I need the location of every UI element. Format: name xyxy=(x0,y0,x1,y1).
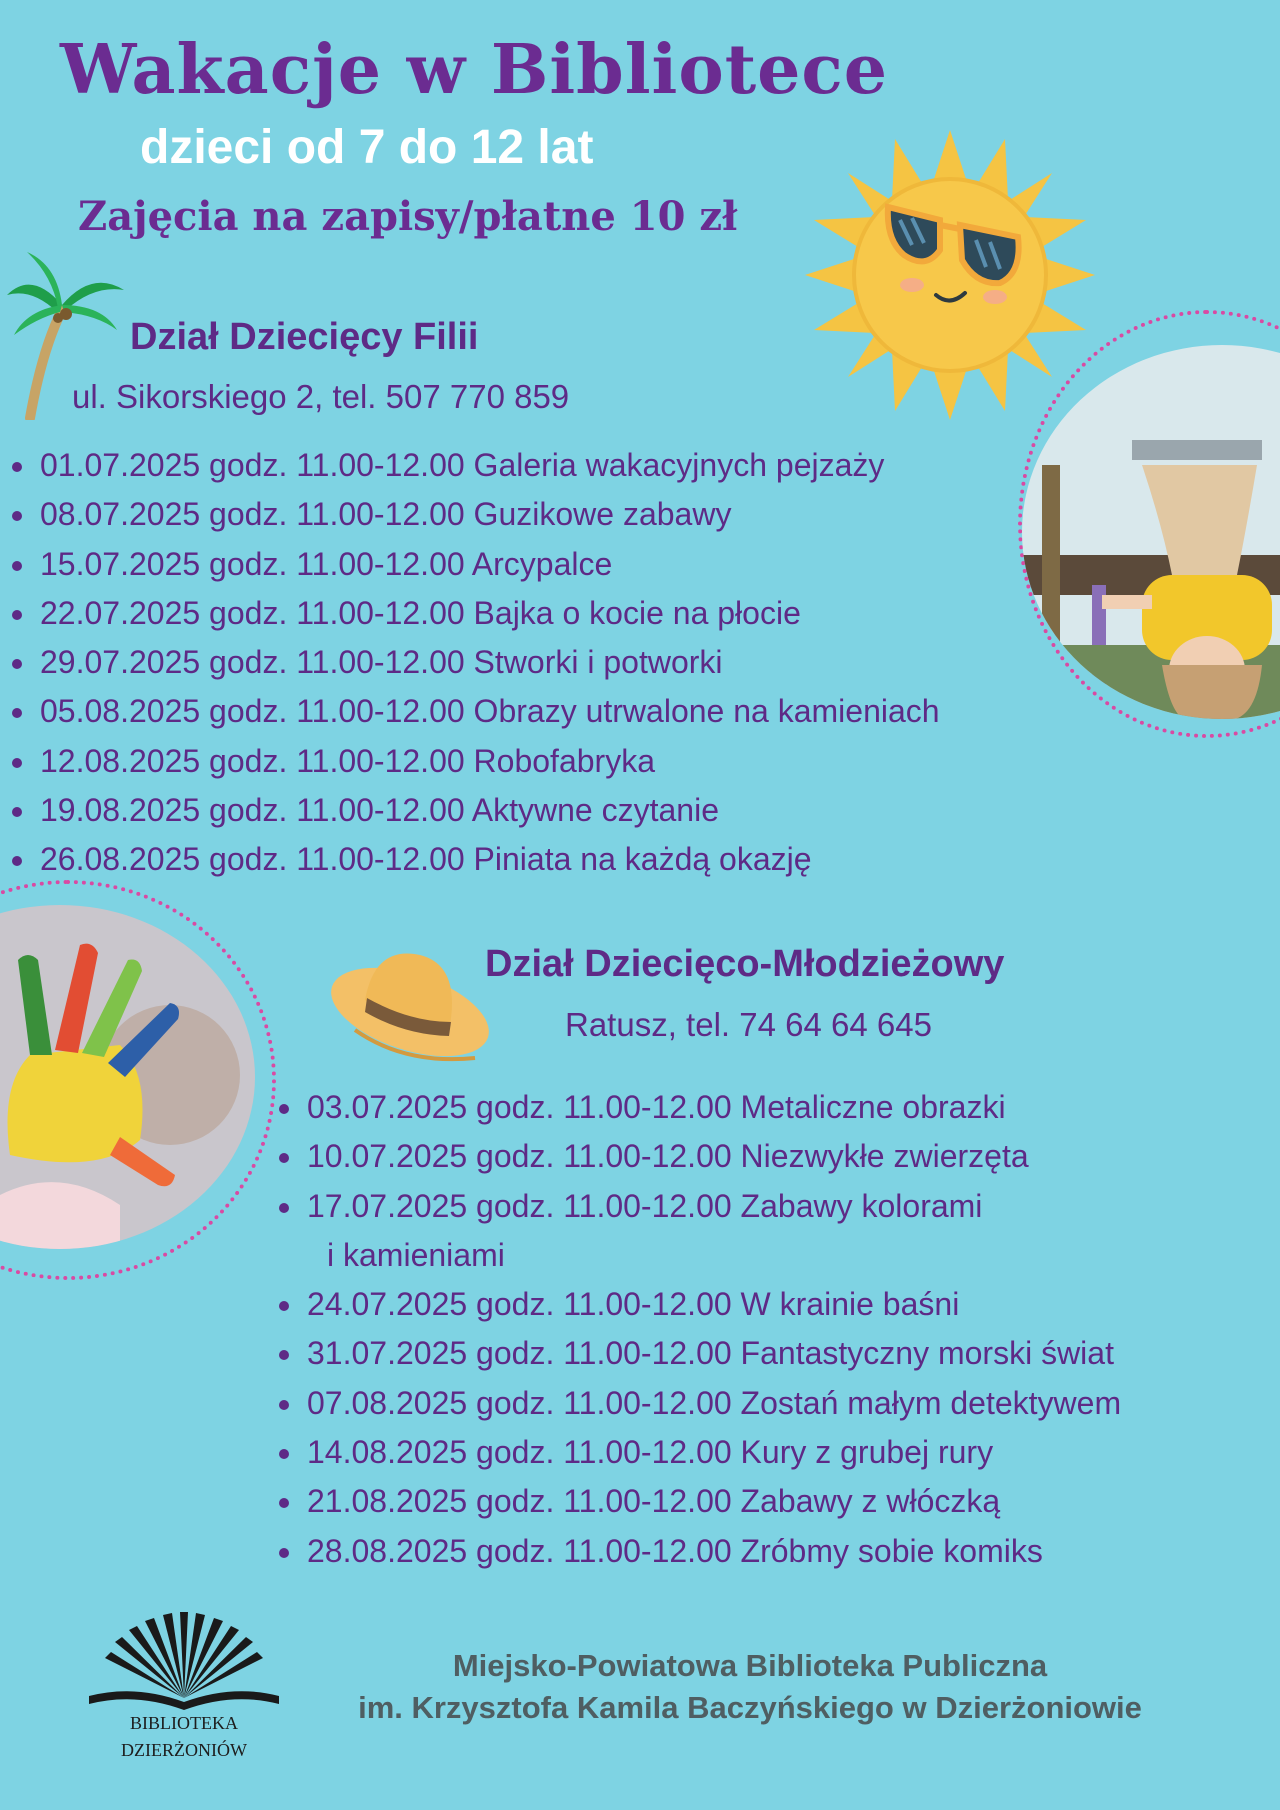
list-item: 22.07.2025 godz. 11.00-12.00 Bajka o kocie na płocie xyxy=(8,589,940,638)
sun-hat-icon xyxy=(325,940,495,1065)
list-item: 15.07.2025 godz. 11.00-12.00 Arcypalce xyxy=(8,540,940,589)
list-item: 24.07.2025 godz. 11.00-12.00 W krainie baśni xyxy=(275,1280,1121,1329)
section2-address: Ratusz, tel. 74 64 64 645 xyxy=(565,1006,932,1043)
list-item xyxy=(275,1182,1121,1281)
footer-line-1: Miejsko-Powiatowa Biblioteka Publiczna xyxy=(452,1648,1048,1683)
library-book-fan-logo xyxy=(85,1610,283,1710)
section2-title: Dział Dziecięco-Młodzieżowy xyxy=(485,943,1005,985)
section1-title: Dział Dziecięcy Filii xyxy=(130,316,479,358)
list-item-text: 17.07.2025 godz. 11.00-12.00 Zabawy kolorami xyxy=(307,1187,983,1224)
list-item: 26.08.2025 godz. 11.00-12.00 Piniata na każdą okazję xyxy=(8,835,940,884)
list-item: 14.08.2025 godz. 11.00-12.00 Kury z grubej rury xyxy=(275,1428,1121,1477)
library-logo-text xyxy=(86,1710,282,1764)
footer-line-2: im. Krzysztofa Kamila Baczyńskiego w Dzierżoniowie xyxy=(358,1690,1142,1725)
list-item: 29.07.2025 godz. 11.00-12.00 Stworki i potworki xyxy=(8,638,940,687)
list-item-continuation: i kamieniami xyxy=(327,1236,505,1273)
list-item: 28.08.2025 godz. 11.00-12.00 Zróbmy sobie komiks xyxy=(275,1527,1121,1576)
poster-title: Wakacje w Bibliotece xyxy=(60,30,889,110)
list-item: 01.07.2025 godz. 11.00-12.00 Galeria wakacyjnych pejzaży xyxy=(8,441,940,490)
list-item: 07.08.2025 godz. 11.00-12.00 Zostań małym detektywem xyxy=(275,1379,1121,1428)
section1-address: ul. Sikorskiego 2, tel. 507 770 859 xyxy=(72,378,570,415)
list-item: 12.08.2025 godz. 11.00-12.00 Robofabryka xyxy=(8,737,940,786)
list-item: 03.07.2025 godz. 11.00-12.00 Metaliczne obrazki xyxy=(275,1083,1121,1132)
list-item: 21.08.2025 godz. 11.00-12.00 Zabawy z włóczką xyxy=(275,1477,1121,1526)
list-item: 10.07.2025 godz. 11.00-12.00 Niezwykłe zwierzęta xyxy=(275,1132,1121,1181)
age-subtitle: dzieci od 7 do 12 lat xyxy=(140,121,594,174)
list-item: 05.08.2025 godz. 11.00-12.00 Obrazy utrwalone na kamieniach xyxy=(8,687,940,736)
footer-library-name xyxy=(280,1645,1220,1729)
registration-tagline: Zajęcia na zapisy/płatne 10 zł xyxy=(78,193,738,240)
section1-event-list xyxy=(8,441,940,885)
section2-event-list xyxy=(275,1083,1121,1576)
child-photo xyxy=(1022,345,1280,720)
list-item: 19.08.2025 godz. 11.00-12.00 Aktywne czytanie xyxy=(8,786,940,835)
painted-hand-photo xyxy=(0,905,260,1250)
list-item: 08.07.2025 godz. 11.00-12.00 Guzikowe zabawy xyxy=(8,490,940,539)
list-item: 31.07.2025 godz. 11.00-12.00 Fantastyczny morski świat xyxy=(275,1329,1121,1378)
logo-line-1: BIBLIOTEKA xyxy=(130,1713,238,1733)
logo-line-2: DZIERŻONIÓW xyxy=(121,1740,247,1760)
